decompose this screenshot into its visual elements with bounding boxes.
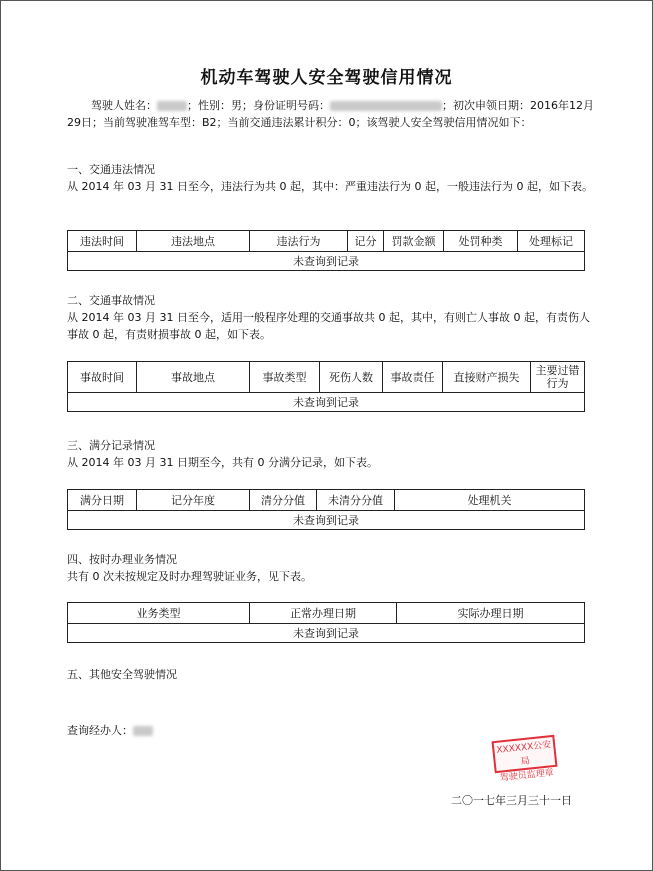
col-header: 正常办理日期 — [250, 603, 397, 624]
col-header: 违法行为 — [250, 231, 348, 252]
document-title: 机动车驾驶人安全驾驶信用情况 — [200, 68, 453, 88]
col-header: 违法时间 — [68, 231, 137, 252]
col-header: 处理机关 — [395, 490, 585, 511]
col-header: 事故类型 — [250, 362, 320, 393]
seal-line-2: 驾驶员监理章 — [499, 768, 555, 784]
col-header: 业务类型 — [68, 603, 250, 624]
accident-table — [67, 361, 585, 412]
gender-label: ；性别：男；身份证明号码： — [187, 99, 330, 112]
section-4-heading: 四、按时办理业务情况 — [67, 553, 177, 566]
col-header: 事故责任 — [383, 362, 443, 393]
section-1-heading: 一、交通违法情况 — [67, 163, 155, 176]
col-header: 事故时间 — [68, 362, 137, 393]
col-header: 实际办理日期 — [397, 603, 585, 624]
section-2-text: 从 2014 年 03 月 31 日至今，适用一般程序处理的交通事故共 0 起，其中，有则亡人事故 0 起，有责伤人事故 0 起，有责财损事故 0 起，如下表。 — [67, 311, 590, 341]
table-row — [68, 393, 585, 412]
no-record-cell: 未查询到记录 — [68, 624, 585, 643]
col-header: 清分分值 — [250, 490, 317, 511]
col-header: 事故地点 — [137, 362, 250, 393]
business-table — [67, 602, 585, 643]
col-header: 处罚种类 — [444, 231, 518, 252]
redacted-name — [157, 101, 187, 111]
col-header: 满分日期 — [68, 490, 137, 511]
col-header: 主要过错行为 — [531, 362, 585, 393]
redacted-handler-name — [133, 726, 153, 736]
table-row — [68, 511, 585, 530]
col-header: 记分年度 — [137, 490, 250, 511]
col-header: 直接财产损失 — [443, 362, 531, 393]
intro-details: ；初次申领日期：2016年12月29日；当前驾驶准驾车型：B2；当前交通违法累计积分：0；该驾驶人安全驾驶信用情况如下： — [67, 99, 594, 129]
intro-paragraph — [67, 97, 597, 131]
name-label: 驾驶人姓名： — [91, 99, 157, 112]
official-seal — [492, 735, 558, 784]
table-header-row — [68, 490, 585, 511]
seal-line-1: XXXXXX公安局 — [496, 740, 552, 768]
issue-date: 二〇一七年三月三十一日 — [451, 794, 572, 807]
col-header: 死伤人数 — [320, 362, 383, 393]
table-row — [68, 252, 585, 271]
full-score-table — [67, 489, 585, 530]
no-record-cell: 未查询到记录 — [68, 393, 585, 412]
col-header: 处理标记 — [518, 231, 585, 252]
handler-label: 查询经办人： — [67, 724, 133, 737]
table-header-row — [68, 362, 585, 393]
col-header: 罚款金额 — [384, 231, 444, 252]
col-header: 记分 — [348, 231, 384, 252]
no-record-cell: 未查询到记录 — [68, 252, 585, 271]
section-5-heading: 五、其他安全驾驶情况 — [67, 668, 177, 681]
section-2-heading: 二、交通事故情况 — [67, 294, 155, 307]
redacted-id-number — [330, 101, 442, 111]
table-header-row — [68, 231, 585, 252]
section-1-text: 从 2014 年 03 月 31 日至今，违法行为共 0 起，其中：严重违法行为 0 起，一般违法行为 0 起，如下表。 — [67, 180, 593, 193]
col-header: 未清分分值 — [317, 490, 395, 511]
col-header: 违法地点 — [137, 231, 250, 252]
section-4-text: 共有 0 次未按规定及时办理驾驶证业务，见下表。 — [67, 570, 312, 583]
section-3-heading: 三、满分记录情况 — [67, 439, 155, 452]
handler-line — [67, 722, 153, 738]
violation-table — [67, 230, 585, 271]
table-row — [68, 624, 585, 643]
no-record-cell: 未查询到记录 — [68, 511, 585, 530]
table-header-row — [68, 603, 585, 624]
section-3-text: 从 2014 年 03 月 31 日期至今，共有 0 分满分记录，如下表。 — [67, 456, 378, 469]
